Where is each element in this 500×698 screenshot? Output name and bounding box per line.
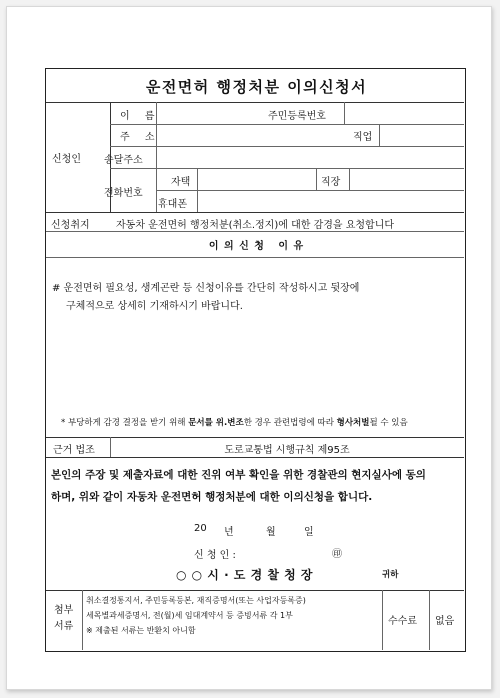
forgery-warning: * 부당하게 감경 결정을 받기 위해 문서를 위.변조한 경우 관련법령에 따라 형사처벌될 수 있음 bbox=[61, 418, 408, 428]
address-row-line bbox=[110, 146, 464, 147]
mail-address-label: 송달주소 bbox=[104, 155, 143, 166]
mail-address-field[interactable] bbox=[158, 148, 462, 166]
applicant-signature-label: 신 청 인 : bbox=[194, 550, 236, 561]
job-field[interactable] bbox=[381, 126, 462, 144]
legal-top-line bbox=[46, 437, 464, 438]
home-phone-label: 자택 bbox=[171, 177, 191, 188]
reason-instruction-1: # 운전면허 필요성, 생계곤란 등 신청이유를 간단히 작성하시고 뒷장에 bbox=[52, 283, 360, 294]
mobile-phone-label: 휴대폰 bbox=[158, 199, 187, 210]
declaration-line-1: 본인의 주장 및 제출자료에 대한 진위 여부 확인을 위한 경찰관의 현지실사에 동의 bbox=[51, 469, 426, 481]
date-year-unit: 년 bbox=[224, 527, 234, 538]
work-phone-label: 직장 bbox=[321, 177, 341, 188]
attachments-top-line bbox=[46, 590, 464, 591]
name-field[interactable] bbox=[158, 104, 266, 122]
purpose-label: 신청취지 bbox=[51, 220, 90, 231]
legal-basis-text: 도로교통법 시행규칙 제95조 bbox=[224, 445, 350, 456]
date-year: 20 bbox=[194, 523, 207, 534]
reason-instruction-2: 구체적으로 상세히 기재하시기 바랍니다. bbox=[66, 301, 243, 312]
seal-mark: ㊞ bbox=[332, 549, 342, 560]
reason-text-area[interactable] bbox=[52, 324, 458, 409]
objection-form bbox=[45, 68, 466, 652]
declaration-line-2: 하며, 위와 같이 자동차 운전면허 행정처분에 대한 이의신청을 합니다. bbox=[51, 491, 373, 503]
mail-row-line bbox=[110, 168, 464, 169]
purpose-top-line bbox=[46, 212, 464, 213]
applicant-signature-field[interactable] bbox=[251, 543, 331, 561]
rrn-divider bbox=[344, 102, 345, 124]
fee-value: 없음 bbox=[435, 616, 455, 627]
title-divider bbox=[46, 102, 464, 103]
job-label: 직업 bbox=[353, 132, 373, 143]
phone-row-line bbox=[156, 190, 464, 191]
work-left-divider bbox=[316, 168, 317, 190]
fee-right-divider bbox=[429, 590, 430, 650]
phone-label: 전화번호 bbox=[104, 188, 143, 199]
honorific: 귀하 bbox=[382, 570, 399, 580]
address-field[interactable] bbox=[158, 126, 348, 144]
fee-left-divider bbox=[382, 590, 383, 650]
home-phone-field[interactable] bbox=[199, 170, 314, 188]
reason-heading: 이 의 신 청 이 유 bbox=[208, 241, 305, 252]
fee-label: 수수료 bbox=[388, 616, 417, 627]
legal-basis-label: 근거 법조 bbox=[53, 445, 95, 456]
address-label: 주 소 bbox=[120, 132, 161, 143]
phone-type-divider bbox=[197, 168, 198, 212]
attachments-label-divider bbox=[82, 590, 83, 650]
name-label: 이 름 bbox=[120, 111, 161, 122]
job-divider bbox=[379, 124, 380, 146]
mobile-phone-field[interactable] bbox=[199, 192, 462, 210]
name-row-line bbox=[110, 124, 464, 125]
reason-heading-line bbox=[46, 257, 464, 258]
work-phone-field[interactable] bbox=[351, 170, 462, 188]
purpose-text: 자동차 운전면허 행정처분(취소.정지)에 대한 감경을 요청합니다 bbox=[116, 220, 395, 231]
rrn-label: 주민등록번호 bbox=[268, 111, 326, 122]
work-right-divider bbox=[349, 168, 350, 190]
date-month-unit: 월 bbox=[266, 527, 276, 538]
attachments-label-2: 서류 bbox=[54, 621, 74, 632]
attachments-line-1: 취소결정통지서, 주민등록등본, 재직증명서(또는 사업자등록증) bbox=[86, 596, 306, 605]
rrn-field[interactable] bbox=[346, 104, 462, 122]
date-day-unit: 일 bbox=[304, 527, 314, 538]
legal-bottom-line bbox=[46, 457, 464, 458]
paper-sheet bbox=[6, 6, 492, 690]
form-title: 운전면허 행정처분 이의신청서 bbox=[145, 78, 368, 96]
applicant-section-label: 신청인 bbox=[52, 154, 81, 165]
purpose-bottom-line bbox=[46, 231, 464, 232]
addressee: ○ ○ 시 · 도 경 찰 청 장 bbox=[176, 568, 313, 582]
attachments-label-1: 첨부 bbox=[54, 605, 74, 616]
attachments-line-2: 세목별과세증명서, 전(월)세 임대계약서 등 증빙서류 각 1부 bbox=[86, 611, 293, 620]
attachments-note: ※ 제출된 서류는 반환치 아니함 bbox=[86, 626, 196, 635]
